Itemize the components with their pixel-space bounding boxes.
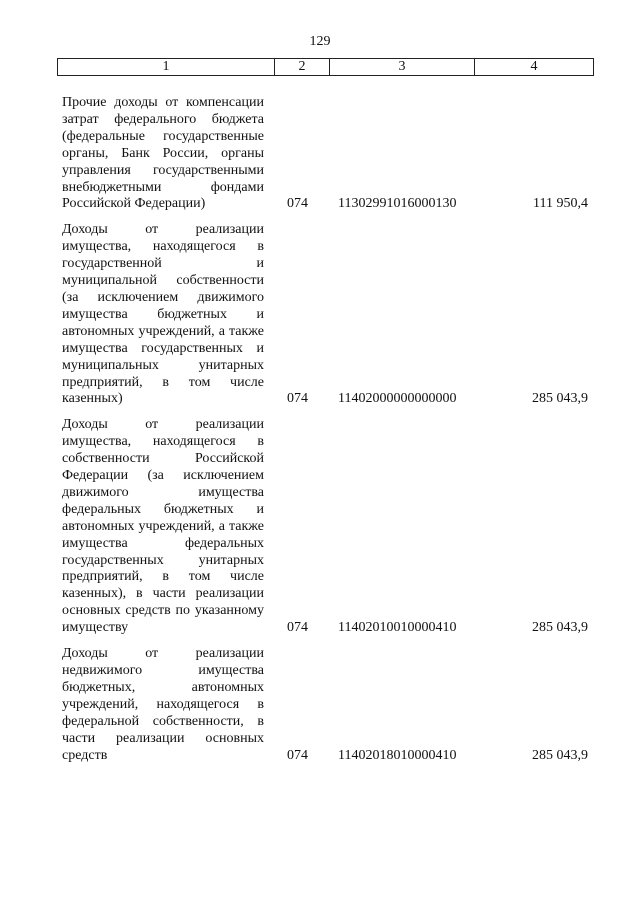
column-header-2: 2 (275, 59, 330, 76)
column-header-row (58, 59, 594, 76)
admin-code: 074 (287, 391, 308, 407)
table-row (0, 222, 640, 408)
amount: 285 043,9 (532, 747, 588, 763)
amount: 111 950,4 (533, 196, 588, 212)
admin-code: 074 (287, 196, 308, 212)
revenue-description: Доходы от реализации имущества, находящегося в государственной и муниципальной собственности (за исключением движимого имущества бюджетных и автономных учреждений, а также имущества государственных и муниципальных унитарных предприятий, в том числе казенных) (62, 222, 264, 407)
table-row (0, 646, 640, 764)
budget-classification-code: 11402000000000000 (338, 391, 457, 407)
column-header-4: 4 (475, 59, 594, 76)
table-row (0, 95, 640, 213)
column-header-1: 1 (58, 59, 275, 76)
table-row (0, 417, 640, 637)
amount: 285 043,9 (532, 391, 588, 407)
revenue-description: Прочие доходы от компенсации затрат федерального бюджета (федеральные государственные органы, Банк России, органы управления государственными внебюджетными фондами Российской Федерации) (62, 95, 264, 212)
admin-code: 074 (287, 747, 308, 763)
budget-classification-code: 11302991016000130 (338, 196, 457, 212)
revenue-description: Доходы от реализации недвижимого имущества бюджетных, автономных учреждений, находящегося в федеральной собственности, в части реализации основных средств (62, 646, 264, 763)
budget-classification-code: 11402018010000410 (338, 747, 457, 763)
admin-code: 074 (287, 620, 308, 636)
budget-classification-code: 11402010010000410 (338, 620, 457, 636)
page-number: 129 (309, 34, 331, 49)
column-header-table (57, 58, 594, 76)
amount: 285 043,9 (532, 620, 588, 636)
revenue-table-body (0, 95, 640, 773)
revenue-description: Доходы от реализации имущества, находящегося в собственности Российской Федерации (за исключением движимого имущества федеральных бюджетных и автономных учреждений, а также имущества федеральных государственных унитарных предприятий, в том числе казенных), в части реализации основных средств по указанному имуществу (62, 417, 264, 636)
column-header-3: 3 (330, 59, 475, 76)
